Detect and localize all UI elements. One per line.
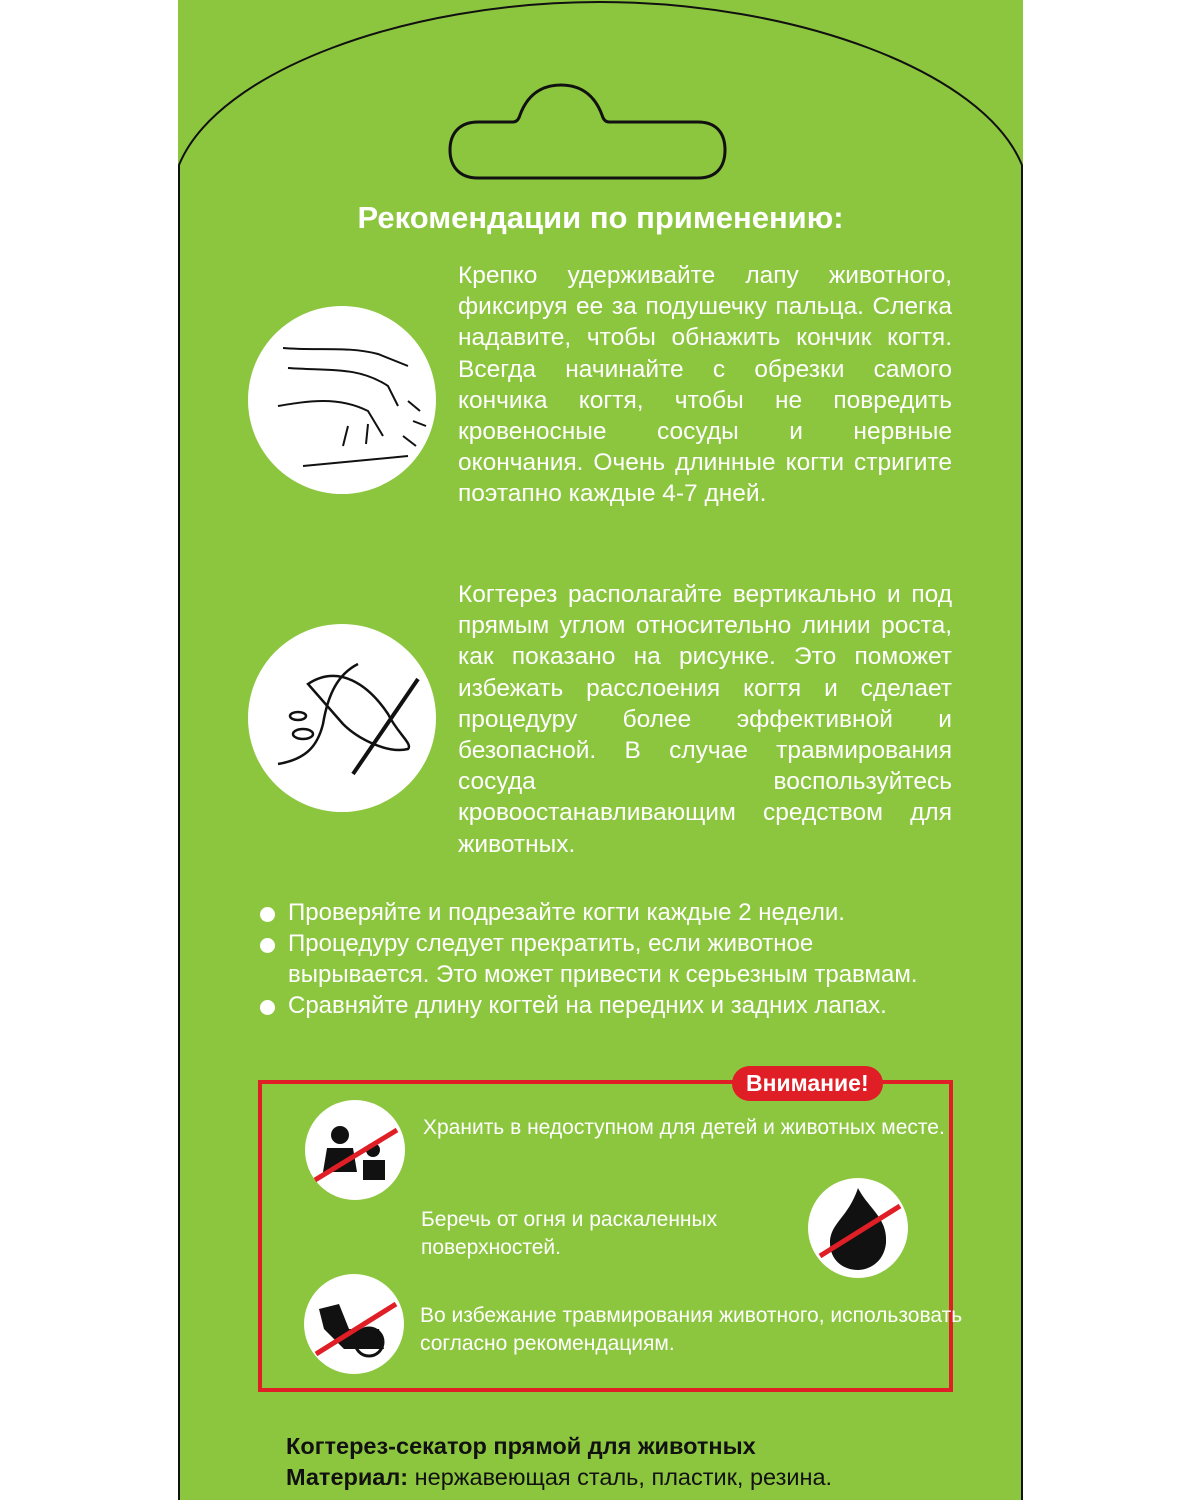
material-value: нержавеющая сталь, пластик, резина. <box>408 1464 833 1490</box>
warning-text-injury: Во избежание травмирования животного, использовать согласно рекомендациям. <box>420 1304 963 1355</box>
step1-text: Крепко удерживайте лапу животного, фиксируя ее за подушечку пальца. Слегка надавите, чтобы обнажить кончик когтя. Всегда начинайте с обрезки самого кончика когтя, чтобы не повредить кровеносные сосуды и нервные окончания. Очень длинные когти стригите поэтапно каждые 4-7 дней. <box>458 262 952 508</box>
tip-item: Процедуру следует прекратить, если животное вырывается. Это может привести к серьезным травмам. <box>260 928 950 990</box>
product-name: Когтерез-секатор прямой для животных <box>286 1433 756 1459</box>
step2-text: Когтерез располагайте вертикально и под прямым углом относительно линии роста, как показано на рисунке. Это поможет избежать расслоения когтя и сделает процедуру более эффективной и безопасной. В случае травмирования сосуда воспользуйтесь кровоостанавливающим средством для животных. <box>458 581 952 858</box>
packaging-card <box>178 0 1023 1500</box>
no-injured-animal-icon <box>304 1274 404 1374</box>
claw-cut-line-icon <box>248 624 436 812</box>
no-children-pets-icon <box>305 1100 405 1200</box>
product-material <box>286 1464 832 1491</box>
no-fire-icon <box>808 1178 908 1278</box>
hang-hole-icon <box>450 85 725 178</box>
hand-holding-paw-icon <box>248 306 436 494</box>
tip-item: Сравняйте длину когтей на передних и задних лапах. <box>260 990 950 1021</box>
warning-badge: Внимание! <box>732 1066 883 1101</box>
section-title: Рекомендации по применению: <box>357 200 844 235</box>
warning-text-children: Хранить в недоступном для детей и животных месте. <box>423 1116 945 1139</box>
tips-list <box>260 897 950 1021</box>
material-label: Материал: <box>286 1464 409 1490</box>
warning-text-fire: Беречь от огня и раскаленных поверхностей. <box>421 1208 718 1259</box>
tip-item: Проверяйте и подрезайте когти каждые 2 недели. <box>260 897 950 928</box>
